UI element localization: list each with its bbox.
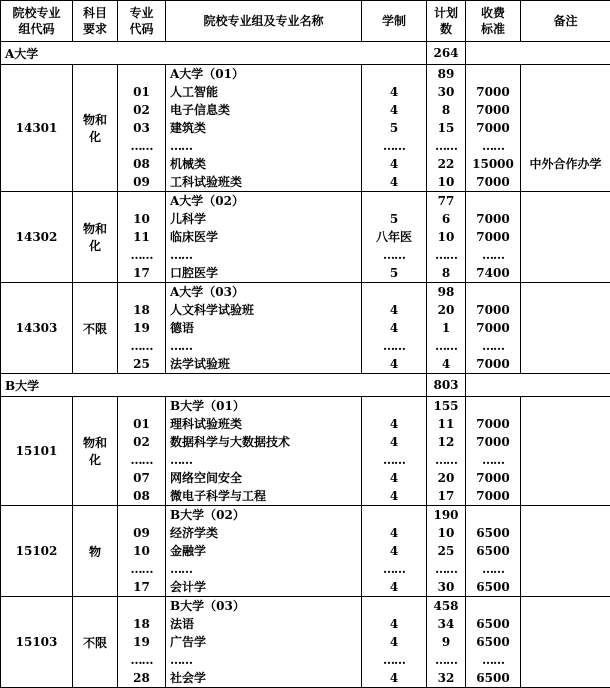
major-note-line [521,173,610,191]
major-code-cell [118,506,166,597]
major-code-line: 08 [133,489,150,503]
major-name-line: 建筑类 [170,121,207,135]
major-years-line: 4 [389,526,399,540]
header-note: 备注 [521,1,610,42]
major-code-line [118,192,165,210]
plan-cell [427,597,466,688]
major-name-cell [166,506,362,597]
major-note-line [521,597,610,615]
major-code-line [118,597,165,615]
major-fee-line: 6500 [476,635,510,649]
major-plan-line: 155 [433,399,459,413]
university-name: A大学 [1,42,427,65]
major-name-line: B大学（02） [170,508,245,522]
major-code-line: 11 [133,230,150,244]
major-years-line: …… [383,139,405,153]
major-plan-line: 89 [437,67,455,81]
major-code-cell [118,397,166,506]
header-fee: 收费标准 [466,1,521,42]
major-code-line: 08 [133,157,150,171]
major-fee-line: 6500 [476,671,510,685]
plan-cell [427,192,466,283]
major-fee-line: 7000 [476,417,510,431]
fee-cell [466,192,521,283]
major-plan-line: …… [435,248,457,262]
plan-cell [427,65,466,192]
major-years-line: 4 [389,471,399,485]
major-code-cell [118,597,166,688]
major-years-line: 4 [389,85,399,99]
major-years-line [362,65,426,83]
major-code-line [118,397,165,415]
major-years-line: 4 [389,544,399,558]
major-fee-line: 7000 [476,471,510,485]
major-code-line: 28 [133,671,150,685]
university-filler [466,42,610,65]
major-name-line: 法语 [170,617,195,631]
major-name-line: …… [170,248,192,262]
university-plan: 803 [427,374,466,397]
major-fee-line: …… [482,139,504,153]
major-plan-line: 22 [437,157,455,171]
major-fee-line: 7000 [476,230,510,244]
major-name-line: 德语 [170,321,195,335]
group-subject: 物 [73,506,118,597]
major-fee-line [466,506,520,524]
major-years-line: 4 [389,321,399,335]
major-code-line: 02 [133,435,150,449]
years-cell [362,597,427,688]
major-code-line: 17 [133,266,150,280]
major-code-line: 10 [133,544,150,558]
major-years-line: 4 [389,103,399,117]
major-note-line [521,487,610,505]
major-name-line: 网络空间安全 [170,471,243,485]
note-cell [521,397,610,506]
major-note-line [521,633,610,651]
major-note-line [521,246,610,264]
major-plan-line: 25 [437,544,455,558]
major-fee-line: 6500 [476,526,510,540]
major-code-cell [118,192,166,283]
university-row [1,42,610,65]
major-fee-line: 7000 [476,303,510,317]
fee-cell [466,506,521,597]
group-subject: 物和化 [73,397,118,506]
group-code: 15102 [1,506,73,597]
university-row [1,374,610,397]
header-row [1,1,610,42]
major-code-line: 25 [133,357,150,371]
major-plan-line: …… [435,562,457,576]
years-cell [362,506,427,597]
major-name-line: 会计学 [170,580,207,594]
major-note-line [521,560,610,578]
plan-cell [427,506,466,597]
major-plan-line: 12 [437,435,455,449]
major-name-line: 机械类 [170,157,207,171]
group-subject: 物和化 [73,65,118,192]
major-note-line [521,192,610,210]
major-name-line: …… [170,453,192,467]
major-note-line [521,542,610,560]
major-fee-line: 15000 [472,157,514,171]
major-code-line: 01 [133,85,150,99]
major-fee-line: 7400 [476,266,510,280]
major-note-line [521,615,610,633]
header-major-name: 院校专业组及专业名称 [166,1,362,42]
major-fee-line: 7000 [476,85,510,99]
major-years-line: 4 [389,635,399,649]
major-years-line: 4 [389,303,399,317]
group-subject: 不限 [73,597,118,688]
major-fee-line: 6500 [476,580,510,594]
major-code-line: 09 [133,526,150,540]
major-code-line: 18 [133,617,150,631]
major-fee-line [466,192,520,210]
major-note-line [521,651,610,669]
major-plan-line: 9 [441,635,451,649]
major-note-line [521,137,610,155]
major-years-line: 5 [389,266,399,280]
major-fee-line: 7000 [476,489,510,503]
plan-cell [427,283,466,374]
major-code-line: 09 [133,175,150,189]
major-plan-line: 190 [433,508,459,522]
major-fee-line: …… [482,248,504,262]
major-name-line: …… [170,139,192,153]
major-name-line: 社会学 [170,671,207,685]
major-plan-line: 98 [437,285,455,299]
major-years-line: 4 [389,175,399,189]
major-code-line: …… [130,562,153,576]
major-years-line [362,192,426,210]
major-fee-line: 7000 [476,103,510,117]
major-years-line: 4 [389,417,399,431]
major-name-line: 电子信息类 [170,103,231,117]
major-code-line: 18 [133,303,150,317]
major-note-line [521,578,610,596]
group-code: 14303 [1,283,73,374]
major-plan-line: 10 [437,526,455,540]
group-subject: 物和化 [73,192,118,283]
major-years-line: 5 [389,212,399,226]
major-code-line: 03 [133,121,150,135]
major-years-line: 4 [389,435,399,449]
major-name-cell [166,397,362,506]
group-row [1,192,610,283]
major-fee-line: 7000 [476,357,510,371]
major-fee-line: 7000 [476,121,510,135]
major-note-line [521,397,610,415]
major-note-line [521,101,610,119]
major-fee-line: 6500 [476,544,510,558]
major-code-line: …… [130,248,153,262]
major-plan-line: 1 [441,321,451,335]
major-name-cell [166,65,362,192]
major-note-line [521,337,610,355]
major-code-cell [118,65,166,192]
major-fee-line: …… [482,653,504,667]
major-name-line: 工科试验班类 [170,175,243,189]
major-fee-line [466,397,520,415]
group-row [1,597,610,688]
major-years-line [362,397,426,415]
major-name-line: A大学（02） [170,194,245,208]
major-name-line: 口腔医学 [170,266,219,280]
major-note-line [521,319,610,337]
major-plan-line: 34 [437,617,455,631]
years-cell [362,397,427,506]
major-name-line: B大学（03） [170,599,245,613]
major-note-line: 中外合作办学 [529,157,602,171]
major-fee-line: 7000 [476,321,510,335]
major-note-line [521,65,610,83]
major-note-line [521,83,610,101]
major-name-line: 经济学类 [170,526,219,540]
major-years-line: 4 [389,671,399,685]
major-fee-line: 7000 [476,175,510,189]
major-years-line: 4 [389,357,399,371]
major-plan-line: 10 [437,230,455,244]
major-code-line: 01 [133,417,150,431]
major-name-line: 人工智能 [170,85,219,99]
major-plan-line: 8 [441,103,451,117]
university-filler [466,374,610,397]
major-fee-line [466,65,520,83]
major-name-cell [166,283,362,374]
major-years-line: …… [383,339,405,353]
major-code-line: 10 [133,212,150,226]
major-code-line: …… [130,139,153,153]
university-name: B大学 [1,374,427,397]
major-note-line [521,469,610,487]
major-fee-line: 6500 [476,617,510,631]
years-cell [362,192,427,283]
major-fee-line: 7000 [476,435,510,449]
major-name-cell [166,192,362,283]
major-fee-line: …… [482,339,504,353]
major-years-line [362,597,426,615]
major-plan-line: …… [435,139,457,153]
major-fee-line [466,597,520,615]
major-years-line: 4 [389,157,399,171]
major-plan-line: 11 [437,417,455,431]
major-plan-line: 4 [441,357,451,371]
university-plan: 264 [427,42,466,65]
major-plan-line: 20 [437,303,455,317]
major-fee-line: …… [482,562,504,576]
major-note-line [521,669,610,687]
note-cell [521,65,610,192]
group-code: 14301 [1,65,73,192]
major-years-line: …… [383,453,405,467]
group-code: 14302 [1,192,73,283]
major-name-line: 数据科学与大数据技术 [170,435,291,449]
major-plan-line: 30 [437,85,455,99]
major-years-line: 4 [389,580,399,594]
major-plan-line: 10 [437,175,455,189]
header-subject-req: 科目要求 [73,1,118,42]
major-name-line: …… [170,339,192,353]
group-row [1,397,610,506]
major-name-line: 理科试验班类 [170,417,243,431]
group-code: 15101 [1,397,73,506]
major-code-line: …… [130,453,153,467]
major-plan-line: 32 [437,671,455,685]
major-name-line: 微电子科学与工程 [170,489,267,503]
fee-cell [466,283,521,374]
major-plan-line: 77 [437,194,455,208]
major-note-line [521,264,610,282]
group-code: 15103 [1,597,73,688]
header-plan: 计划数 [427,1,466,42]
major-name-cell [166,597,362,688]
major-code-cell [118,283,166,374]
major-note-line [521,506,610,524]
note-cell [521,192,610,283]
major-note-line [521,355,610,373]
group-row [1,506,610,597]
plan-cell [427,397,466,506]
major-name-line: 人文科学试验班 [170,303,255,317]
header-group-code: 院校专业组代码 [1,1,73,42]
major-note-line [521,301,610,319]
major-years-line [362,283,426,301]
major-code-line: …… [130,653,153,667]
major-plan-line: 458 [433,599,459,613]
major-name-line: 金融学 [170,544,207,558]
note-cell [521,597,610,688]
major-plan-line: …… [435,339,457,353]
major-years-line: 5 [389,121,399,135]
major-note-line [521,451,610,469]
major-plan-line: 17 [437,489,455,503]
major-plan-line: 15 [437,121,455,135]
fee-cell [466,597,521,688]
major-years-line: 八年医 [375,230,412,244]
major-note-line [521,228,610,246]
major-years-line: 4 [389,617,399,631]
major-name-line: 法学试验班 [170,357,231,371]
major-code-line: 02 [133,103,150,117]
fee-cell [466,65,521,192]
major-name-line: A大学（01） [170,67,245,81]
major-plan-line: 8 [441,266,451,280]
major-plan-line: …… [435,653,457,667]
major-code-line: 19 [133,635,150,649]
group-row [1,283,610,374]
major-code-line: …… [130,339,153,353]
major-name-line: …… [170,562,192,576]
header-major-code: 专业代码 [118,1,166,42]
note-cell [521,283,610,374]
major-note-line [521,119,610,137]
note-cell [521,506,610,597]
major-years-line: 4 [389,489,399,503]
major-note-line [521,283,610,301]
major-code-line: 19 [133,321,150,335]
major-plan-line: …… [435,453,457,467]
major-note-line [521,210,610,228]
major-years-line [362,506,426,524]
major-plan-line: 20 [437,471,455,485]
major-name-line: 儿科学 [170,212,207,226]
major-note-line [521,415,610,433]
major-years-line: …… [383,248,405,262]
major-name-line: 广告学 [170,635,207,649]
major-name-line: …… [170,653,192,667]
major-plan-line: 6 [441,212,451,226]
group-row [1,65,610,192]
major-name-line: 临床医学 [170,230,219,244]
major-code-line [118,506,165,524]
major-code-line [118,65,165,83]
years-cell [362,283,427,374]
major-years-line: …… [383,653,405,667]
major-fee-line: …… [482,453,504,467]
major-years-line: …… [383,562,405,576]
major-plan-line: 30 [437,580,455,594]
header-years: 学制 [362,1,427,42]
major-note-line [521,433,610,451]
major-note-line [521,524,610,542]
fee-cell [466,397,521,506]
years-cell [362,65,427,192]
major-code-line [118,283,165,301]
major-name-line: A大学（03） [170,285,245,299]
major-fee-line [466,283,520,301]
major-code-line: 17 [133,580,150,594]
major-code-line: 07 [133,471,150,485]
major-fee-line: 7000 [476,212,510,226]
major-name-line: B大学（01） [170,399,245,413]
group-subject: 不限 [73,283,118,374]
